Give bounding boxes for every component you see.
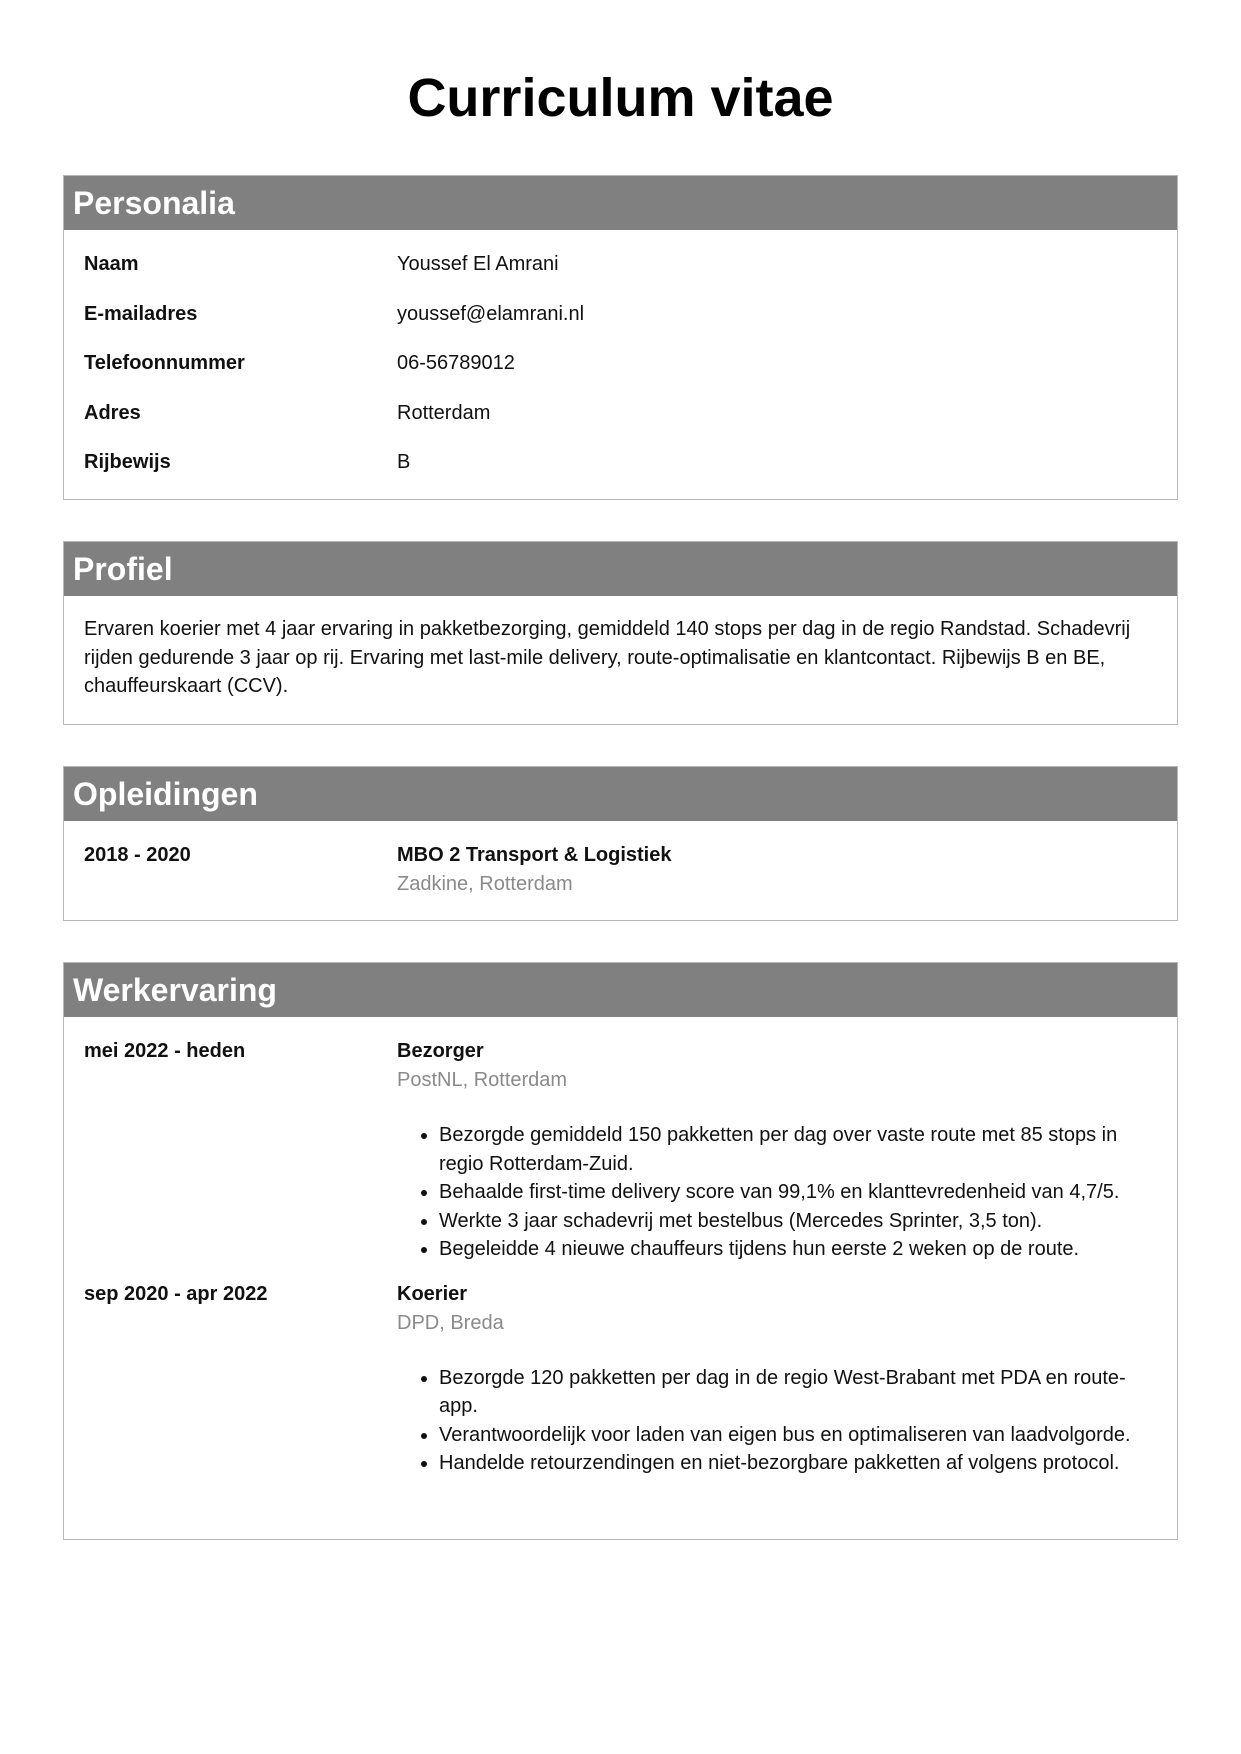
field-label: Telefoonnummer xyxy=(84,352,245,374)
field-value: Rotterdam xyxy=(397,401,491,424)
section-profiel xyxy=(63,541,1178,725)
entry-body xyxy=(397,841,1157,899)
section-personalia xyxy=(63,175,1178,500)
entry-period: mei 2022 - heden xyxy=(84,1040,246,1062)
document-title: Curriculum vitae xyxy=(407,68,834,128)
bullet-item: • Verantwoordelijk voor laden van eigen bus en optimaliseren van laadvolgorde. xyxy=(439,1421,1157,1450)
field-value: 06-56789012 xyxy=(397,352,515,374)
personalia-row-rijbewijs xyxy=(84,448,1157,477)
field-value: Youssef El Amrani xyxy=(397,253,559,275)
personalia-rows xyxy=(64,230,1177,477)
field-label: Naam xyxy=(84,253,139,275)
entry-bullets xyxy=(397,1121,1157,1264)
work-list xyxy=(64,1017,1177,1496)
entry-title: MBO 2 Transport & Logistiek xyxy=(397,844,672,866)
field-label: Adres xyxy=(84,401,141,424)
field-value: youssef@elamrani.nl xyxy=(397,302,585,325)
field-value: B xyxy=(397,451,411,473)
bullet-item: • Bezorgde 120 pakketten per dag in de regio West-Brabant met PDA en route-app. xyxy=(439,1364,1157,1421)
section-heading-personalia: Personalia xyxy=(64,176,1177,230)
education-list xyxy=(64,821,1177,919)
bullet-item: • Handelde retourzendingen en niet-bezorgbare pakketten af volgens protocol. xyxy=(439,1449,1157,1478)
personalia-row-naam xyxy=(84,250,1157,279)
entry-title: Koerier xyxy=(397,1282,468,1305)
entry-organization: Zadkine, Rotterdam xyxy=(397,873,573,895)
entry-title: Bezorger xyxy=(397,1040,484,1062)
entry-period: 2018 - 2020 xyxy=(84,844,191,866)
profile-text: Ervaren koerier met 4 jaar ervaring in pakketbezorging, gemiddeld 140 stops per dag in de regio Randstad. Schadevrij rijden gedurende 3 jaar op rij. Ervaring met last-mile delivery, route-optimalisatie en klantcontact. Rijbewijs B en BE, chauffeurskaart (CCV). xyxy=(84,618,1131,697)
education-entry xyxy=(84,841,1157,899)
bullet-item: • Behaalde first-time delivery score van 99,1% en klanttevredenheid van 4,7/5. xyxy=(439,1178,1157,1207)
bullet-item: • Bezorgde gemiddeld 150 pakketten per dag over vaste route met 85 stops in regio Rotterdam-Zuid. xyxy=(439,1121,1157,1178)
personalia-row-email xyxy=(84,300,1157,329)
entry-organization: DPD, Breda xyxy=(397,1311,504,1334)
field-label: Rijbewijs xyxy=(84,451,171,473)
entry-bullets xyxy=(397,1364,1157,1478)
bullet-item: • Werkte 3 jaar schadevrij met bestelbus (Mercedes Sprinter, 3,5 ton). xyxy=(439,1207,1157,1236)
section-heading-profiel: Profiel xyxy=(64,542,1177,596)
personalia-row-telefoon xyxy=(84,349,1157,378)
section-opleidingen xyxy=(63,766,1178,921)
section-werkervaring xyxy=(63,962,1178,1540)
field-label: E-mailadres xyxy=(84,302,198,325)
entry-body xyxy=(397,1280,1157,1478)
work-entry xyxy=(84,1037,1157,1264)
section-heading-opleidingen: Opleidingen xyxy=(64,767,1177,821)
bullet-item: • Begeleidde 4 nieuwe chauffeurs tijdens hun eerste 2 weken op de route. xyxy=(439,1235,1157,1264)
entry-period: sep 2020 - apr 2022 xyxy=(84,1282,268,1305)
entry-organization: PostNL, Rotterdam xyxy=(397,1069,568,1091)
personalia-row-adres xyxy=(84,399,1157,428)
entry-body xyxy=(397,1037,1157,1264)
section-heading-werkervaring: Werkervaring xyxy=(64,963,1177,1017)
work-entry xyxy=(84,1280,1157,1478)
